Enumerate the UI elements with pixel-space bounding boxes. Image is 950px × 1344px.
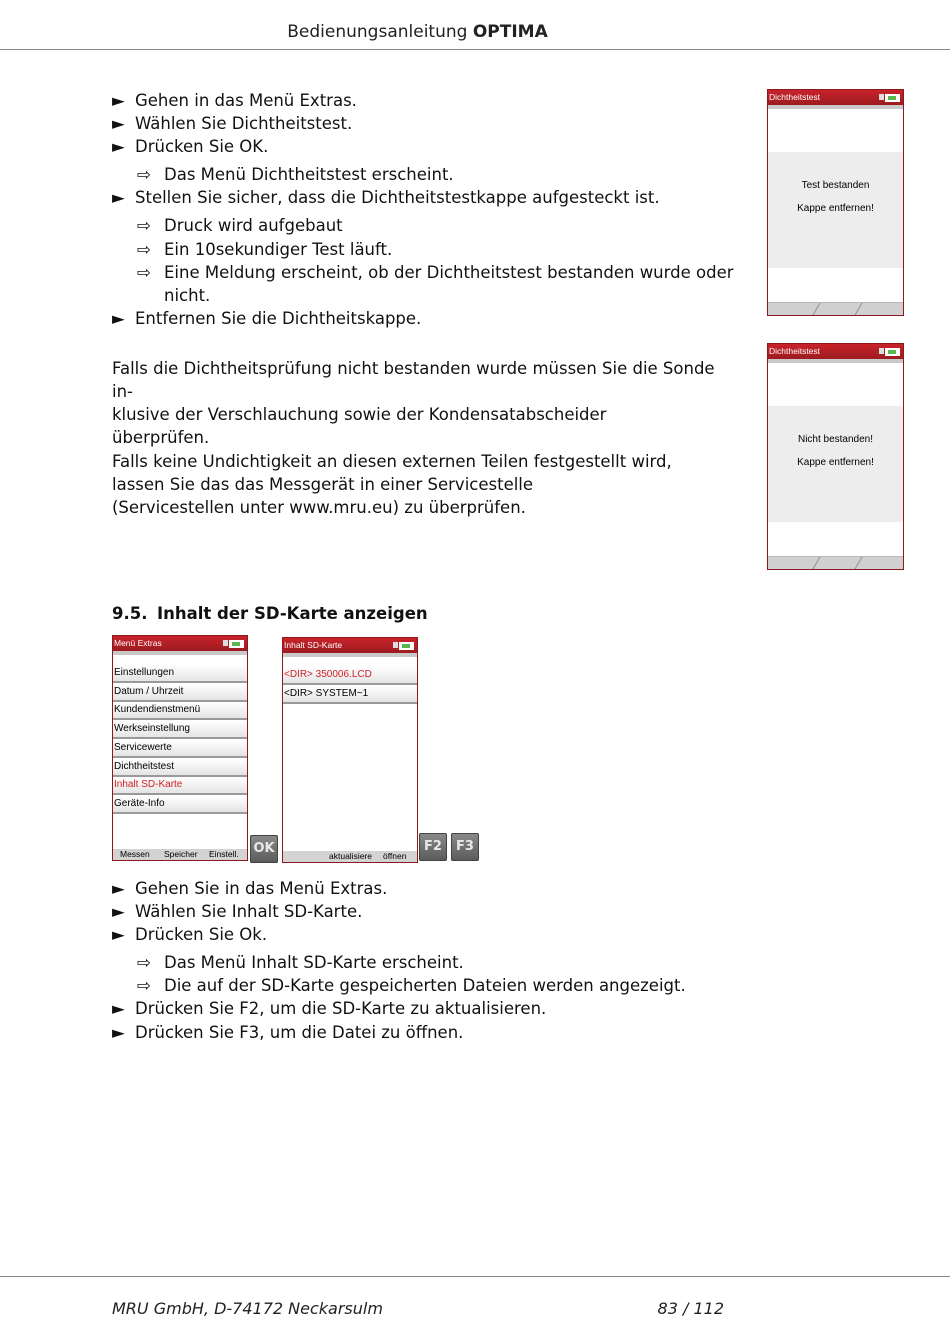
device-screen-menu-extras	[112, 635, 248, 861]
screen-title-bar	[768, 344, 903, 359]
paragraph-line: Falls die Dichtheitsprüfung nicht bestanden wurde müssen Sie die Sonde in-	[112, 359, 715, 401]
instruction-result	[112, 163, 752, 186]
step-arrow-icon: ►	[112, 308, 125, 328]
message-line-2: Kappe entfernen!	[797, 203, 874, 214]
instruction-text: Das Menü Dichtheitstest erscheint.	[164, 165, 454, 185]
instruction-text: Gehen in das Menü Extras.	[135, 91, 357, 110]
screen-title-bar	[283, 638, 417, 653]
screen-title-bar	[113, 636, 247, 651]
paragraph-line: Falls keine Undichtigkeit an diesen externen Teilen festgestellt wird,	[112, 452, 672, 471]
softkey-einstell[interactable]: Einstell.	[209, 849, 239, 859]
device-screen-test-failed	[767, 343, 904, 570]
leak-test-instructions	[112, 89, 752, 330]
menu-item[interactable]: Inhalt SD-Karte	[113, 777, 247, 795]
menu-item[interactable]: Datum / Uhrzeit	[113, 684, 247, 702]
battery-icon	[229, 640, 244, 648]
menu-item[interactable]: Geräte-Info	[113, 796, 247, 814]
instruction-text: Drücken Sie Ok.	[135, 925, 268, 945]
battery-icon	[885, 94, 900, 102]
result-arrow-icon: ⇨	[137, 262, 151, 282]
instruction-text: Druck wird aufgebaut	[164, 216, 343, 236]
softkey-messen[interactable]: Messen	[120, 849, 150, 859]
instruction-step	[112, 1021, 752, 1044]
screen-title: Menü Extras	[114, 638, 162, 648]
sd-card-instructions	[112, 877, 752, 1044]
section-heading	[112, 604, 428, 623]
result-arrow-icon: ⇨	[137, 953, 151, 973]
result-arrow-icon: ⇨	[137, 216, 151, 236]
screen-band	[113, 651, 247, 655]
header-rule	[0, 49, 950, 50]
section-title: Inhalt der SD-Karte anzeigen	[157, 604, 428, 623]
instruction-step	[112, 112, 752, 135]
step-arrow-icon: ►	[112, 999, 125, 1019]
message-line-1: Test bestanden	[801, 180, 870, 191]
instruction-text: Wählen Sie Inhalt SD-Karte.	[135, 902, 363, 922]
paragraph-line: klusive der Verschlauchung sowie der Kondensatabscheider	[112, 405, 607, 424]
softkey-oeffnen[interactable]: öffnen	[383, 851, 407, 861]
device-screen-test-passed	[767, 89, 904, 316]
instruction-result	[112, 951, 752, 974]
softkey-aktualisieren[interactable]: aktualisiere	[329, 851, 372, 861]
header-title-product: OPTIMA	[472, 22, 548, 42]
step-arrow-icon: ►	[112, 188, 125, 208]
footer-company: MRU GmbH, D-74172 Neckarsulm	[112, 1299, 383, 1318]
paragraph-line: (Servicestellen unter www.mru.eu) zu überprüfen.	[112, 498, 526, 517]
message-line-1: Nicht bestanden!	[797, 434, 874, 445]
screen-title: Dichtheitstest	[769, 346, 821, 356]
screen-band	[283, 653, 417, 657]
lock-icon	[879, 348, 884, 354]
screen-title: Inhalt SD-Karte	[284, 640, 343, 650]
lock-icon	[223, 640, 228, 646]
instruction-step	[112, 186, 752, 209]
instruction-text: Entfernen Sie die Dichtheitskappe.	[135, 308, 422, 328]
instruction-step	[112, 89, 752, 112]
instruction-step	[112, 997, 752, 1020]
instruction-result	[112, 261, 752, 307]
step-arrow-icon: ►	[112, 925, 125, 945]
screen-title: Dichtheitstest	[769, 92, 821, 102]
battery-icon	[399, 642, 414, 650]
screen-title-bar	[768, 90, 903, 105]
instruction-text: Drücken Sie F2, um die SD-Karte zu aktualisieren.	[135, 999, 547, 1019]
footer-rule	[0, 1276, 950, 1277]
menu-item[interactable]: Werkseinstellung	[113, 721, 247, 739]
page-number: 83 / 112	[657, 1299, 724, 1318]
instruction-text: Wählen Sie Dichtheitstest.	[135, 114, 353, 134]
screen-footer	[768, 302, 903, 315]
softkey-bar	[283, 851, 417, 862]
instruction-text: Eine Meldung erscheint, ob der Dichtheitstest bestanden wurde oder nicht.	[164, 262, 734, 305]
instruction-result	[112, 974, 752, 997]
screen-band	[768, 105, 903, 109]
paragraph-failed-test	[112, 357, 732, 449]
instruction-step	[112, 923, 752, 946]
instruction-text: Ein 10sekundiger Test läuft.	[164, 239, 393, 259]
instruction-result	[112, 238, 752, 261]
screen-band	[768, 359, 903, 363]
instruction-text: Die auf der SD-Karte gespeicherten Dateien werden angezeigt.	[164, 976, 686, 996]
paragraph-line: lassen Sie das das Messgerät in einer Servicestelle	[112, 475, 534, 494]
instruction-result	[112, 214, 752, 237]
step-arrow-icon: ►	[112, 137, 125, 157]
header-title-prefix: Bedienungsanleitung	[287, 22, 473, 42]
menu-item[interactable]: Einstellungen	[113, 665, 247, 683]
result-arrow-icon: ⇨	[137, 165, 151, 185]
step-arrow-icon: ►	[112, 114, 125, 134]
step-arrow-icon: ►	[112, 902, 125, 922]
instruction-text: Drücken Sie F3, um die Datei zu öffnen.	[135, 1022, 464, 1042]
step-arrow-icon: ►	[112, 879, 125, 898]
result-arrow-icon: ⇨	[137, 976, 151, 996]
section-number: 9.5.	[112, 604, 148, 623]
page-header-title	[0, 22, 835, 42]
instruction-step	[112, 900, 752, 923]
menu-item[interactable]: Kundendienstmenü	[113, 702, 247, 720]
ok-key[interactable]: OK	[250, 835, 278, 863]
instruction-text: Drücken Sie OK.	[135, 137, 269, 157]
instruction-step	[112, 877, 752, 900]
battery-icon	[885, 348, 900, 356]
lock-icon	[393, 642, 398, 648]
file-item[interactable]: <DIR> 350006.LCD	[283, 667, 417, 685]
menu-item[interactable]: Dichtheitstest	[113, 759, 247, 777]
step-arrow-icon: ►	[112, 91, 125, 110]
f2-key[interactable]: F2	[419, 833, 447, 861]
device-screen-sd-card	[282, 637, 418, 863]
softkey-speicher[interactable]: Speicher	[164, 849, 198, 859]
lock-icon	[879, 94, 884, 100]
step-arrow-icon: ►	[112, 1022, 125, 1042]
paragraph-service	[112, 450, 732, 519]
menu-item[interactable]: Servicewerte	[113, 740, 247, 758]
instruction-step	[112, 307, 752, 330]
result-arrow-icon: ⇨	[137, 239, 151, 259]
instruction-text: Gehen Sie in das Menü Extras.	[135, 879, 388, 898]
instruction-text: Stellen Sie sicher, dass die Dichtheitstestkappe aufgesteckt ist.	[135, 188, 660, 208]
softkey-bar	[113, 849, 247, 860]
f3-key[interactable]: F3	[451, 833, 479, 861]
instruction-text: Das Menü Inhalt SD-Karte erscheint.	[164, 953, 464, 973]
file-item[interactable]: <DIR> SYSTEM~1	[283, 686, 417, 704]
screen-footer	[768, 556, 903, 569]
message-line-2: Kappe entfernen!	[797, 457, 874, 468]
paragraph-line: überprüfen.	[112, 428, 210, 447]
instruction-step	[112, 135, 752, 158]
